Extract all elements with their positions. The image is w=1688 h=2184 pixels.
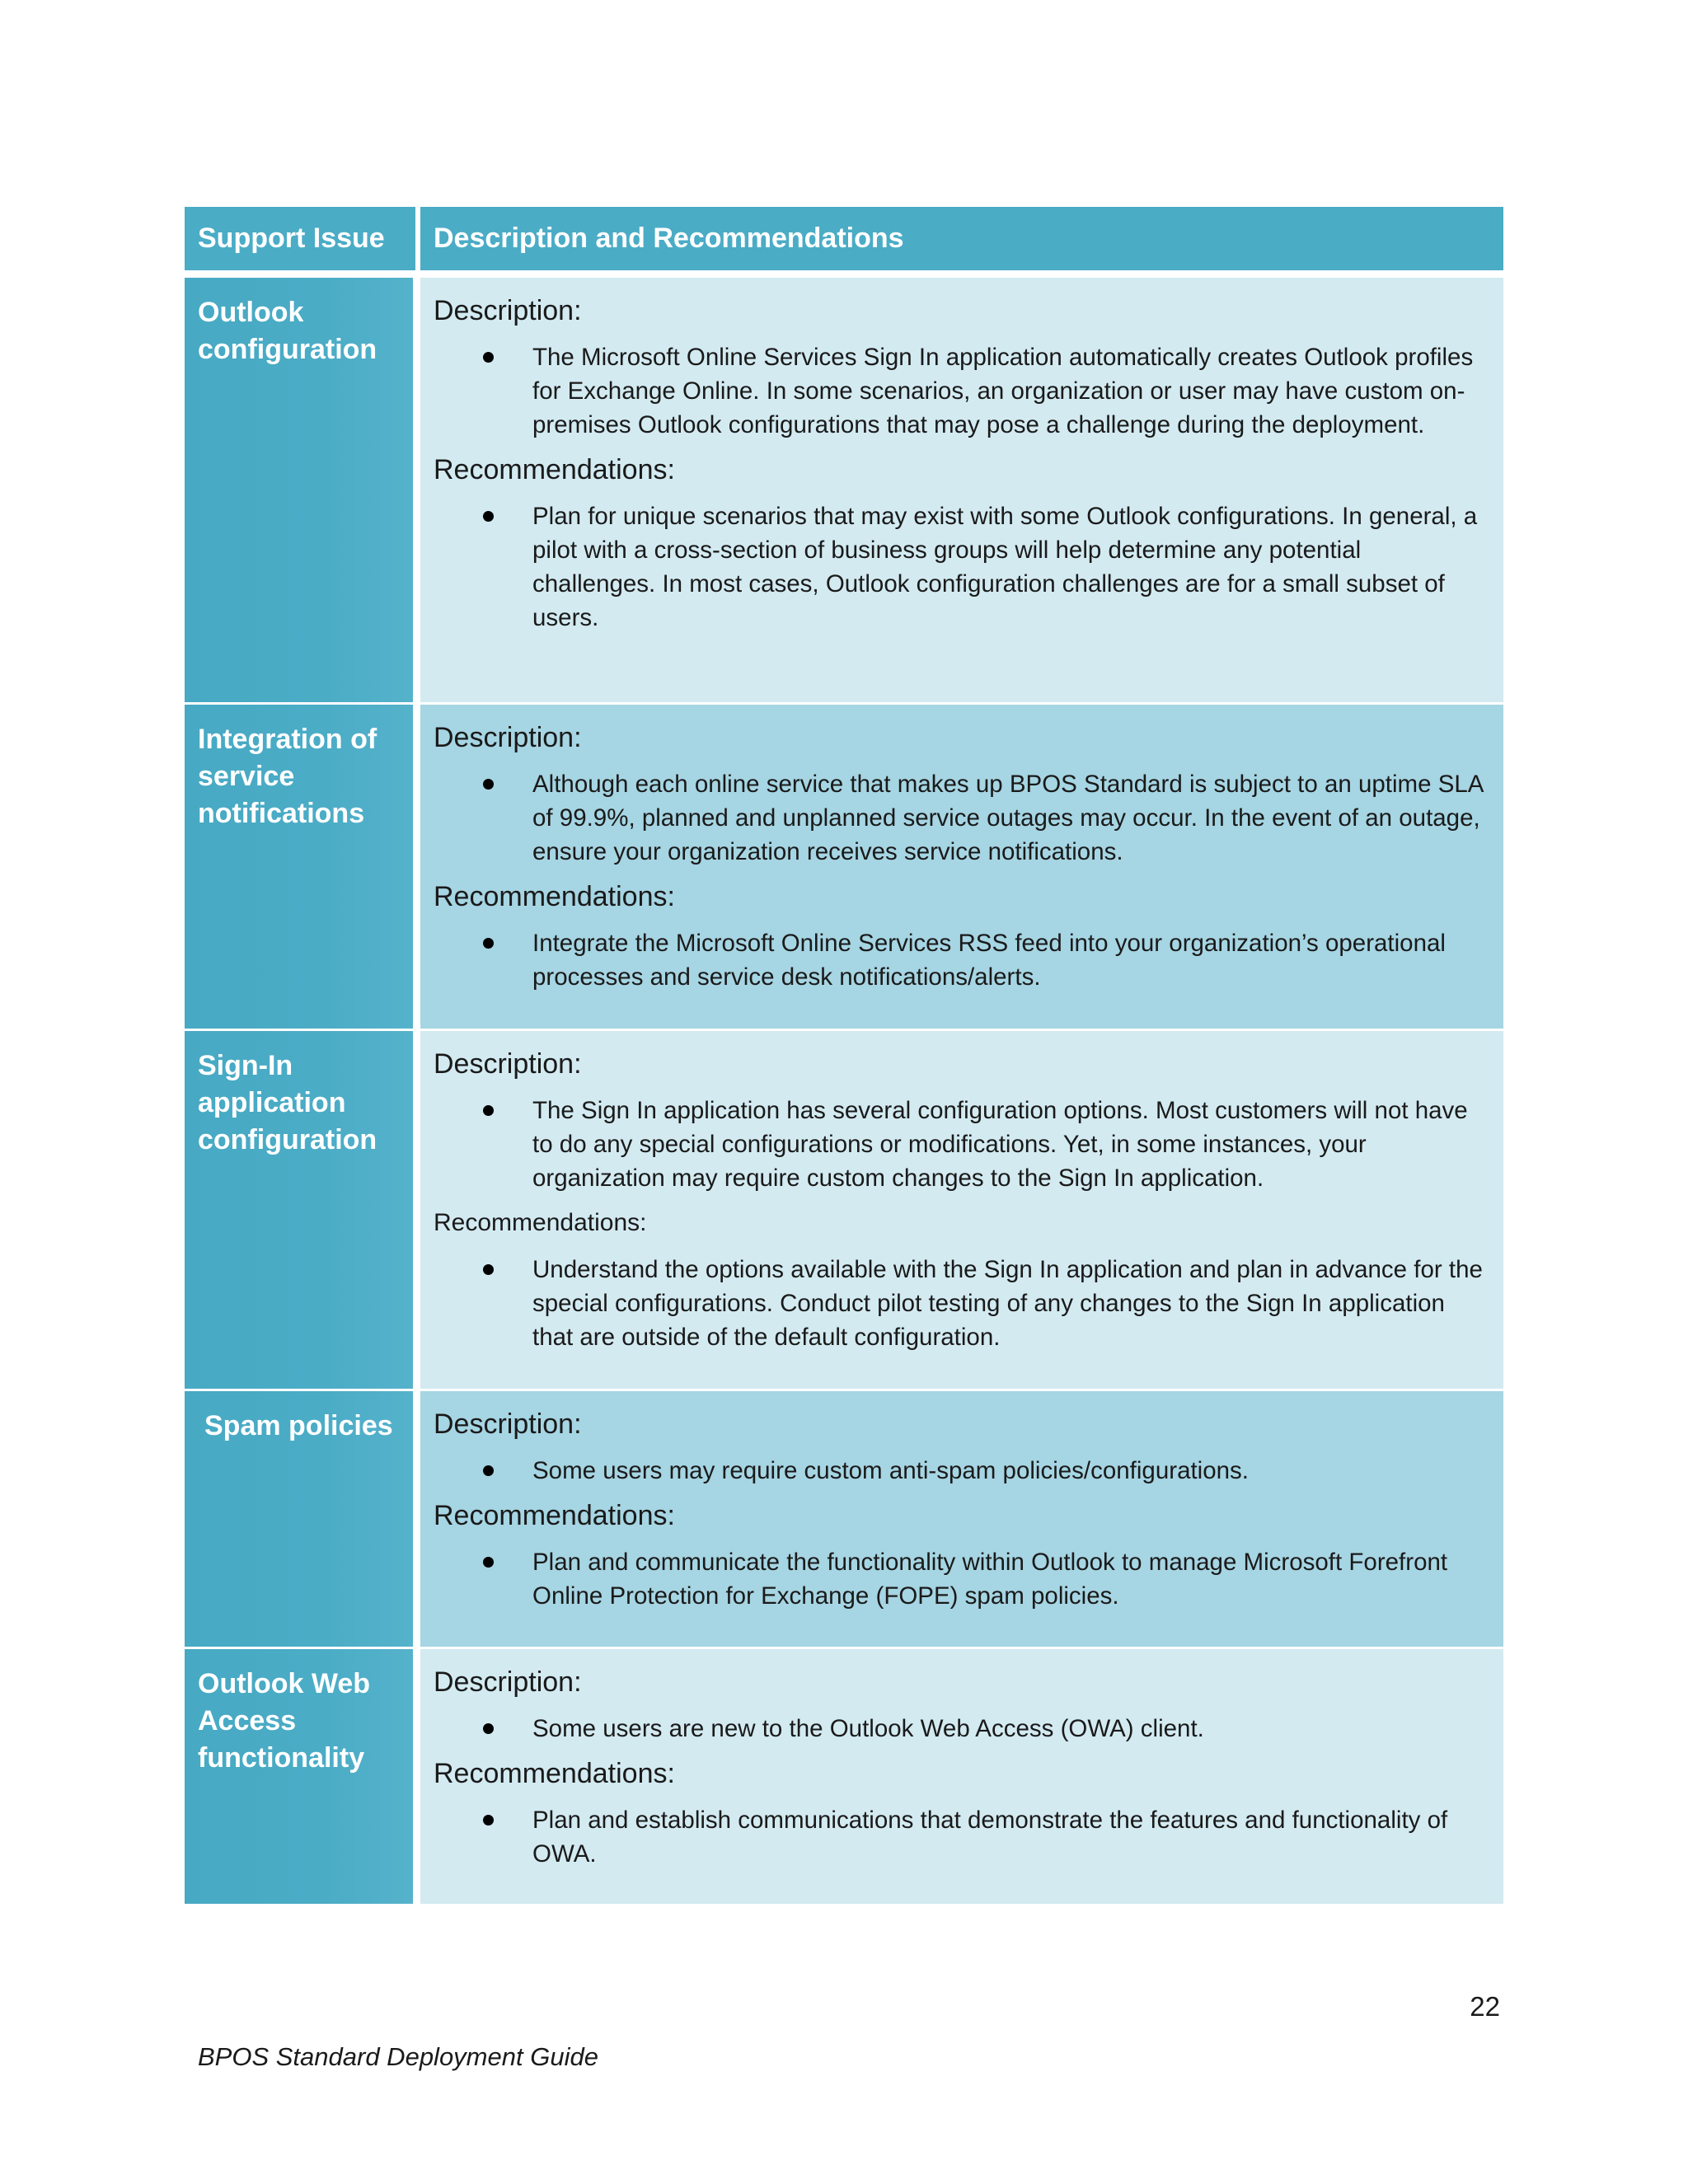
header-support-issue: Support Issue [185,207,420,278]
table-row-spam-policies [185,1391,1503,1649]
issue-cell [185,1649,420,1906]
list-item-text: Some users may require custom anti-spam policies/configurations. [532,1457,1249,1484]
bullet-icon [483,352,494,363]
list-item [434,1803,1490,1871]
recommendations-label: Recommendations: [434,1209,647,1236]
description-cell [420,1649,1503,1906]
issue-label: Sign-In application configuration [198,1050,377,1155]
description-list [434,1094,1490,1195]
issue-cell [185,705,420,1031]
bullet-icon [483,1264,494,1275]
description-label: Description: [434,1408,582,1440]
recommendations-list [434,1803,1490,1871]
bullet-icon [483,1465,494,1476]
list-item-text: The Sign In application has several configuration options. Most customers will not have to do any special configurations or modifications. Yet, in some instances, your organization may require custom changes to the Sign In application. [532,1097,1468,1192]
list-item-text: Some users are new to the Outlook Web Access (OWA) client. [532,1715,1204,1742]
bullet-icon [483,511,494,522]
description-list [434,340,1490,442]
issue-label: Integration of service notifications [198,724,377,829]
bullet-icon [483,1723,494,1734]
list-item-text: Plan and communicate the functionality within Outlook to manage Microsoft Forefront Online Protection for Exchange (FOPE) spam policies. [532,1549,1448,1610]
description-label: Description: [434,1666,582,1698]
table-row-integration-of-service-notifications [185,705,1503,1031]
issue-cell [185,1391,420,1649]
recommendations-label: Recommendations: [434,1758,675,1789]
description-list [434,767,1490,869]
list-item [434,1545,1490,1613]
issue-label: Spam policies [204,1410,393,1441]
recommendations-label: Recommendations: [434,454,675,485]
recommendations-label: Recommendations: [434,1500,675,1531]
issue-cell [185,1031,420,1391]
page-number: 22 [1470,1991,1500,2022]
description-cell [420,705,1503,1031]
recommendations-list [434,499,1490,635]
list-item [434,1094,1490,1195]
header-description-recommendations: Description and Recommendations [420,207,1503,278]
list-item-text: Although each online service that makes up BPOS Standard is subject to an uptime SLA of 99.9%, planned and unplanned service outages may occur. In the event of an outage, ensure your organization receives service notifications. [532,771,1483,865]
list-item-text: The Microsoft Online Services Sign In application automatically creates Outlook profiles for Exchange Online. In some scenarios, an organization or user may have custom on-premises Outlook configurations that may pose a challenge during the deployment. [532,344,1474,438]
description-list [434,1712,1490,1746]
issue-cell [185,278,420,705]
list-item [434,340,1490,442]
issue-label: Outlook configuration [198,297,377,365]
issue-label: Outlook Web Access functionality [198,1668,371,1774]
list-item-text: Integrate the Microsoft Online Services RSS feed into your organization’s operational processes and service desk notifications/alerts. [532,930,1446,991]
list-item [434,1253,1490,1354]
bullet-icon [483,938,494,949]
recommendations-list [434,1253,1490,1354]
recommendations-list [434,926,1490,994]
table-row-outlook-configuration [185,278,1503,705]
description-cell [420,1391,1503,1649]
description-label: Description: [434,1048,582,1080]
list-item-text: Plan for unique scenarios that may exist with some Outlook configurations. In general, a pilot with a cross-section of business groups will help determine any potential challenges. In most cases, Outlook configuration challenges are for a small subset of users. [532,503,1478,631]
description-cell [420,278,1503,705]
bullet-icon [483,1815,494,1825]
table-row-sign-in-application-configuration [185,1031,1503,1391]
list-item [434,499,1490,635]
list-item-text: Understand the options available with the Sign In application and plan in advance for the special configurations. Conduct pilot testing of any changes to the Sign In application that are outside of the default configuration. [532,1256,1483,1351]
bullet-icon [483,1557,494,1568]
description-label: Description: [434,295,582,326]
list-item [434,926,1490,994]
footer-document-title: BPOS Standard Deployment Guide [198,2042,598,2071]
bullet-icon [483,1105,494,1116]
list-item-text: Plan and establish communications that demonstrate the features and functionality of OWA. [532,1807,1448,1868]
list-item [434,1712,1490,1746]
support-issues-table [185,207,1503,1906]
recommendations-label: Recommendations: [434,881,675,912]
description-cell [420,1031,1503,1391]
description-label: Description: [434,722,582,753]
recommendations-list [434,1545,1490,1613]
list-item [434,1454,1490,1488]
table-row-outlook-web-access-functionality [185,1649,1503,1906]
description-list [434,1454,1490,1488]
table-header-row [185,207,1503,278]
bullet-icon [483,779,494,790]
list-item [434,767,1490,869]
